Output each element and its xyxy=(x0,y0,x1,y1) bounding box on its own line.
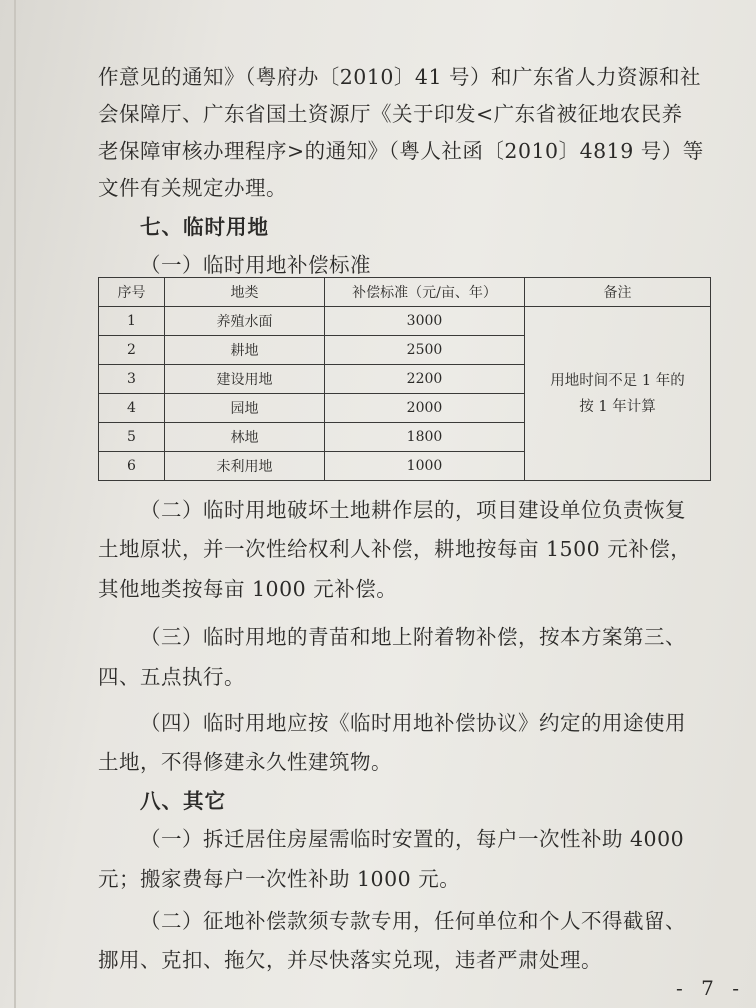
table-cell: 建设用地 xyxy=(165,365,325,394)
text-line: 挪用、克扣、拖欠，并尽快落实兑现，违者严肃处理。 xyxy=(98,948,602,972)
table-cell: 2000 xyxy=(325,394,525,423)
text-line: 文件有关规定办理。 xyxy=(98,176,287,200)
table-cell: 养殖水面 xyxy=(165,307,325,336)
page-fold-shadow xyxy=(14,0,16,1008)
text-line: （一）拆迁居住房屋需临时安置的，每户一次性补助 4000 xyxy=(140,827,685,851)
table-cell: 5 xyxy=(99,423,165,452)
text-line: （二）征地补偿款须专款专用，任何单位和个人不得截留、 xyxy=(140,909,686,933)
text-line: 四、五点执行。 xyxy=(98,665,245,689)
table-cell: 1000 xyxy=(325,452,525,481)
table-cell: 1 xyxy=(99,307,165,336)
text-line: （四）临时用地应按《临时用地补偿协议》约定的用途使用 xyxy=(140,711,686,735)
table-header-cell: 补偿标准（元/亩、年） xyxy=(325,278,525,307)
table-cell: 4 xyxy=(99,394,165,423)
text-line: 老保障审核办理程序>的通知》（粤人社函〔2010〕4819 号）等 xyxy=(98,139,704,163)
section-heading: 八、其它 xyxy=(140,789,226,813)
table-header-cell: 地类 xyxy=(165,278,325,307)
table-cell: 耕地 xyxy=(165,336,325,365)
table-cell: 6 xyxy=(99,452,165,481)
table-header-cell: 备注 xyxy=(525,278,711,307)
table-remark-cell xyxy=(525,307,711,481)
text-line: （三）临时用地的青苗和地上附着物补偿，按本方案第三、 xyxy=(140,625,686,649)
table-cell: 2 xyxy=(99,336,165,365)
remark-line: 用地时间不足 1 年的 xyxy=(550,372,685,389)
text-line: 会保障厅、广东省国土资源厅《关于印发<广东省被征地农民养 xyxy=(98,102,683,126)
page-number: - 7 - xyxy=(676,976,745,1000)
table-cell: 3000 xyxy=(325,307,525,336)
compensation-table xyxy=(98,277,711,481)
remark-line: 按 1 年计算 xyxy=(579,398,656,415)
table-cell: 林地 xyxy=(165,423,325,452)
text-line: 土地，不得修建永久性建筑物。 xyxy=(98,750,392,774)
table-cell: 未利用地 xyxy=(165,452,325,481)
text-line: 元；搬家费每户一次性补助 1000 元。 xyxy=(98,867,461,891)
text-line: 其他地类按每亩 1000 元补偿。 xyxy=(98,577,398,601)
table-row xyxy=(99,307,711,336)
table-cell: 园地 xyxy=(165,394,325,423)
table-cell: 1800 xyxy=(325,423,525,452)
table-header-row xyxy=(99,278,711,307)
table-cell: 2500 xyxy=(325,336,525,365)
text-line: （二）临时用地破坏土地耕作层的，项目建设单位负责恢复 xyxy=(140,498,686,522)
text-line: 土地原状，并一次性给权利人补偿，耕地按每亩 1500 元补偿， xyxy=(98,537,692,561)
table-header-cell: 序号 xyxy=(99,278,165,307)
table-cell: 3 xyxy=(99,365,165,394)
subsection-heading: （一）临时用地补偿标准 xyxy=(140,253,371,277)
text-line: 作意见的通知》（粤府办〔2010〕41 号）和广东省人力资源和社 xyxy=(98,65,702,89)
section-heading: 七、临时用地 xyxy=(140,215,269,239)
table-cell: 2200 xyxy=(325,365,525,394)
